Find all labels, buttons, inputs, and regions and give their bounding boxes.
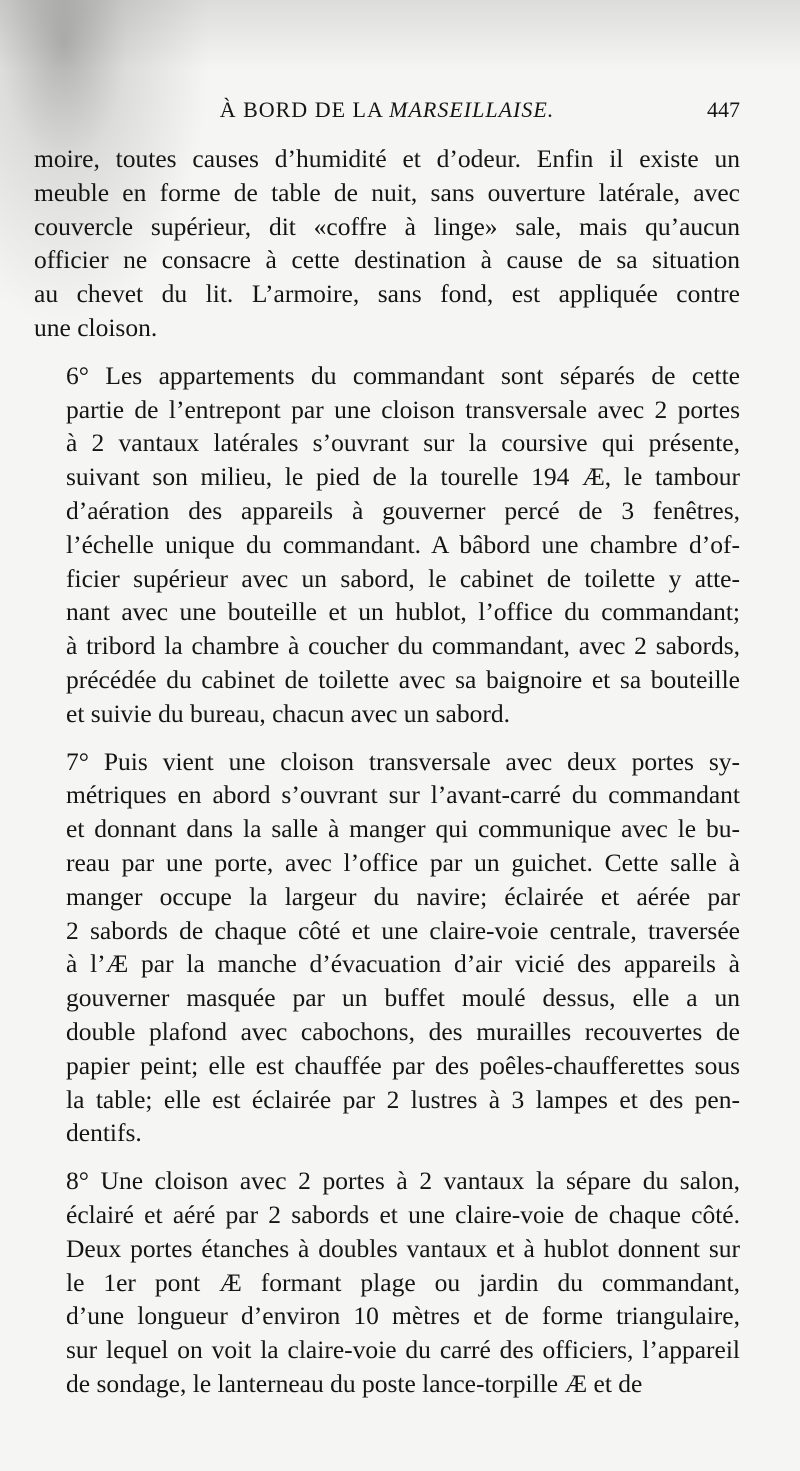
text-line: précédée du cabinet de toilette avec sa baignoire et sa bouteille xyxy=(66,664,740,694)
text-line: et suivie du bureau, chacun avec un sabord. xyxy=(66,698,510,728)
text-line: la table; elle est éclairée par 2 lustres à 3 lampes et des pen- xyxy=(66,1084,740,1114)
text-line: suivant son milieu, le pied de la tourelle 194 Æ, le tambour xyxy=(66,462,740,492)
text-line: 7° Puis vient une cloison transversale avec deux portes sy- xyxy=(66,746,740,776)
text-line: métriques en abord s’ouvrant sur l’avant-carré du commandant xyxy=(66,780,740,810)
paragraph xyxy=(34,1164,740,1401)
text-line: double plafond avec cabochons, des murailles recouvertes de xyxy=(66,1016,740,1046)
running-title xyxy=(34,97,740,123)
text-line: couvercle supérieur, dit «coffre à linge» sale, mais qu’aucun xyxy=(34,211,740,241)
text-line: éclairé et aéré par 2 sabords et une claire-voie de chaque côté. xyxy=(66,1199,740,1229)
text-line: gouverner masquée par un buffet moulé dessus, elle a un xyxy=(66,983,740,1013)
text-line: papier peint; elle est chauffée par des poêles-chaufferettes sous xyxy=(66,1050,740,1080)
text-line: manger occupe la largeur du navire; éclairée et aérée par xyxy=(66,881,740,911)
text-line: meuble en forme de table de nuit, sans ouverture latérale, avec xyxy=(34,177,740,207)
text-line: Deux portes étanches à doubles vantaux et à hublot donnent sur xyxy=(66,1233,740,1263)
body-text xyxy=(34,142,740,1401)
text-line: à 2 vantaux latérales s’ouvrant sur la coursive qui présente, xyxy=(66,428,740,458)
text-line: partie de l’entrepont par une cloison transversale avec 2 portes xyxy=(66,394,740,424)
text-line: d’aération des appareils à gouverner percé de 3 fenêtres, xyxy=(66,495,740,525)
text-line: une cloison. xyxy=(34,312,158,342)
text-line: à tribord la chambre à coucher du commandant, avec 2 sabords, xyxy=(66,631,740,661)
text-line: 2 sabords de chaque côté et une claire-voie centrale, traversée xyxy=(66,915,740,945)
text-line: dentifs. xyxy=(66,1118,142,1148)
paragraph xyxy=(34,745,740,1151)
text-line: à l’Æ par la manche d’évacuation d’air vicié des appareils à xyxy=(66,949,740,979)
text-line: ficier supérieur avec un sabord, le cabinet de toilette y atte- xyxy=(66,563,740,593)
text-line: moire, toutes causes d’humidité et d’odeur. Enfin il existe un xyxy=(34,144,740,173)
paragraph xyxy=(34,142,740,345)
text-line: reau par une porte, avec l’office par un guichet. Cette salle à xyxy=(66,847,740,877)
text-line: au chevet du lit. L’armoire, sans fond, est appliquée contre xyxy=(34,279,740,309)
text-line: l’échelle unique du commandant. A bâbord une chambre d’of- xyxy=(66,529,740,559)
running-title-ship: MARSEILLAISE. xyxy=(389,97,555,122)
running-header xyxy=(34,97,740,127)
text-line: d’une longueur d’environ 10 mètres et de forme triangulaire, xyxy=(66,1301,740,1331)
paragraph xyxy=(34,359,740,731)
running-title-prefix: À BORD DE LA xyxy=(219,97,390,122)
text-line: officier ne consacre à cette destination à cause de sa situation xyxy=(34,245,740,275)
text-line: de sondage, le lanterneau du poste lance-torpille Æ et de xyxy=(66,1368,643,1398)
text-line: nant avec une bouteille et un hublot, l’office du commandant; xyxy=(66,597,740,627)
text-line: et donnant dans la salle à manger qui communique avec le bu- xyxy=(66,814,740,844)
text-line: le 1er pont Æ formant plage ou jardin du commandant, xyxy=(66,1267,740,1297)
text-line: 6° Les appartements du commandant sont séparés de cette xyxy=(66,360,740,390)
text-line: sur lequel on voit la claire-voie du carré des officiers, l’appareil xyxy=(66,1335,740,1365)
text-line: 8° Une cloison avec 2 portes à 2 vantaux la sépare du salon, xyxy=(66,1166,740,1196)
page-number: 447 xyxy=(707,97,740,122)
